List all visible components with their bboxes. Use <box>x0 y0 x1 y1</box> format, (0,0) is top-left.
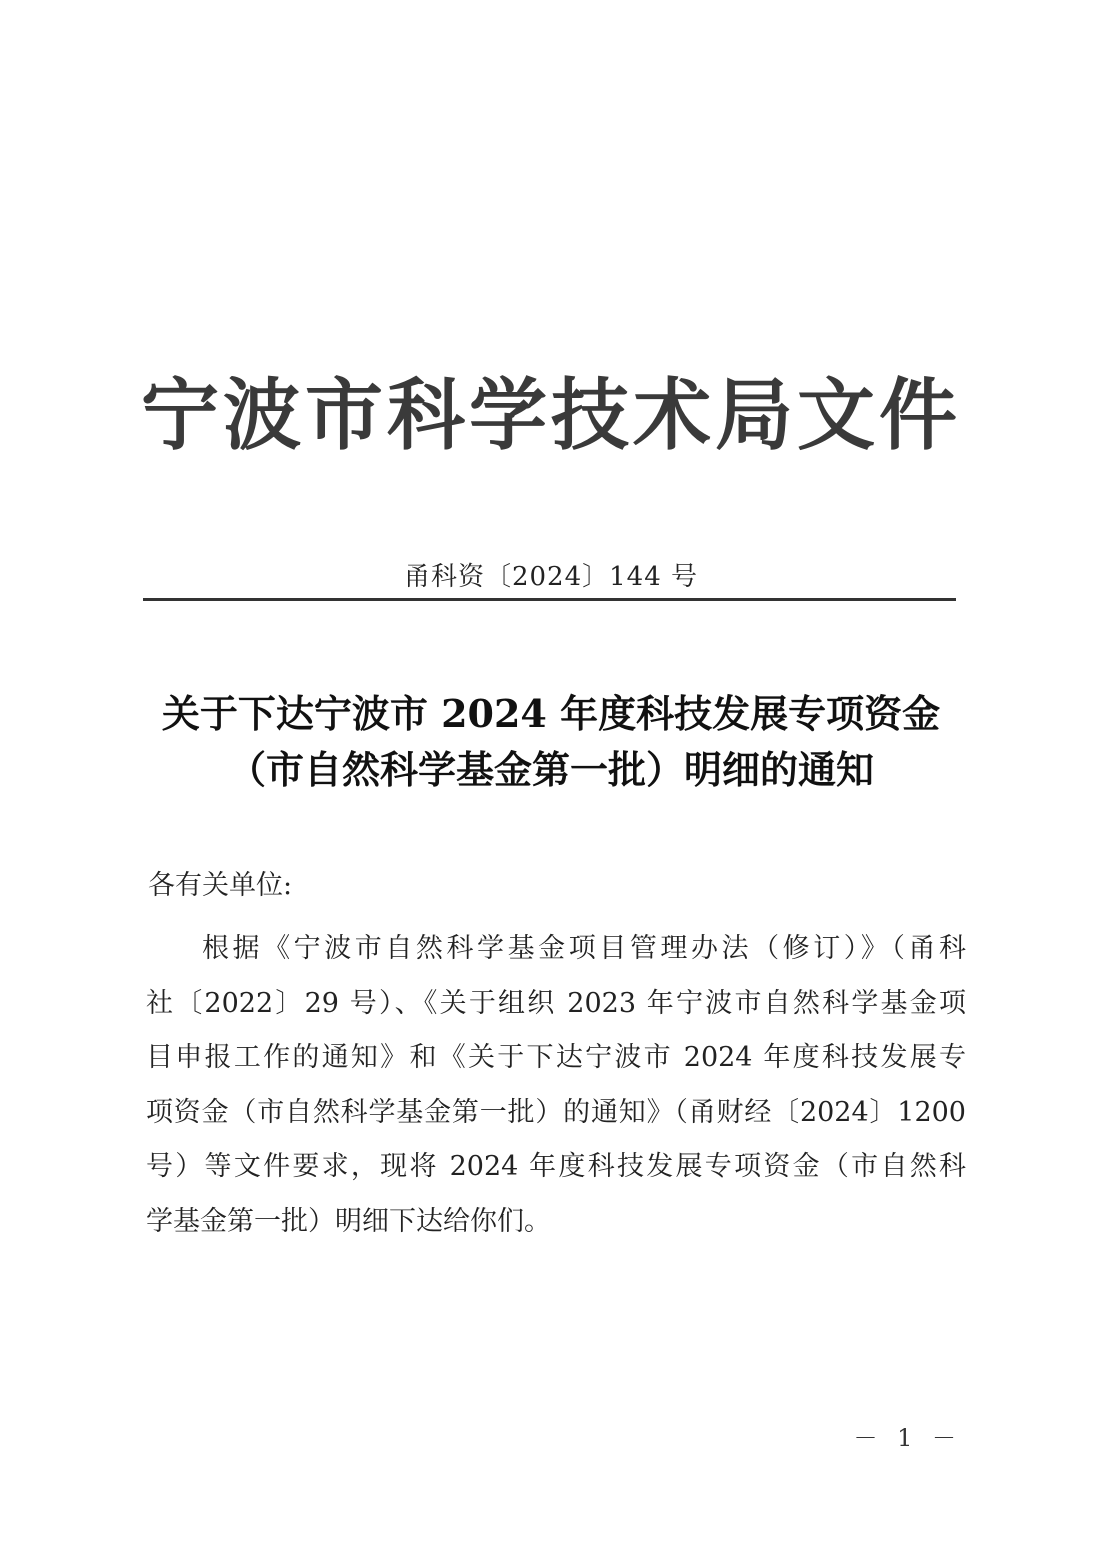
document-number: 甬科资〔2024〕144 号 <box>403 562 699 592</box>
body-paragraph <box>146 922 966 1249</box>
page-number: － 1 － <box>853 1424 962 1452</box>
notice-title-line-2: （市自然科学基金第一批）明细的通知 <box>227 747 874 792</box>
body-line: 项资金（市自然科学基金第一批）的通知》（甬财经〔2024〕1200 <box>146 1096 966 1128</box>
body-line: 社〔2022〕29 号）、《关于组织 2023 年宁波市自然科学基金项 <box>146 987 966 1019</box>
body-line: 号）等文件要求，现将 2024 年度科技发展专项资金（市自然科 <box>146 1151 966 1182</box>
notice-title-line-1: 关于下达宁波市 2024 年度科技发展专项资金 <box>161 691 941 736</box>
notice-title <box>0 686 1102 798</box>
body-line: 目申报工作的通知》和《关于下达宁波市 2024 年度科技发展专 <box>146 1042 966 1073</box>
body-line: 根据《宁波市自然科学基金项目管理办法（修订）》（甬科 <box>202 933 966 964</box>
masthead-title: 宁波市科学技术局文件 <box>140 370 961 461</box>
header-divider <box>143 598 956 601</box>
body-line: 学基金第一批）明细下达给你们。 <box>146 1205 551 1237</box>
salutation: 各有关单位: <box>148 870 293 901</box>
